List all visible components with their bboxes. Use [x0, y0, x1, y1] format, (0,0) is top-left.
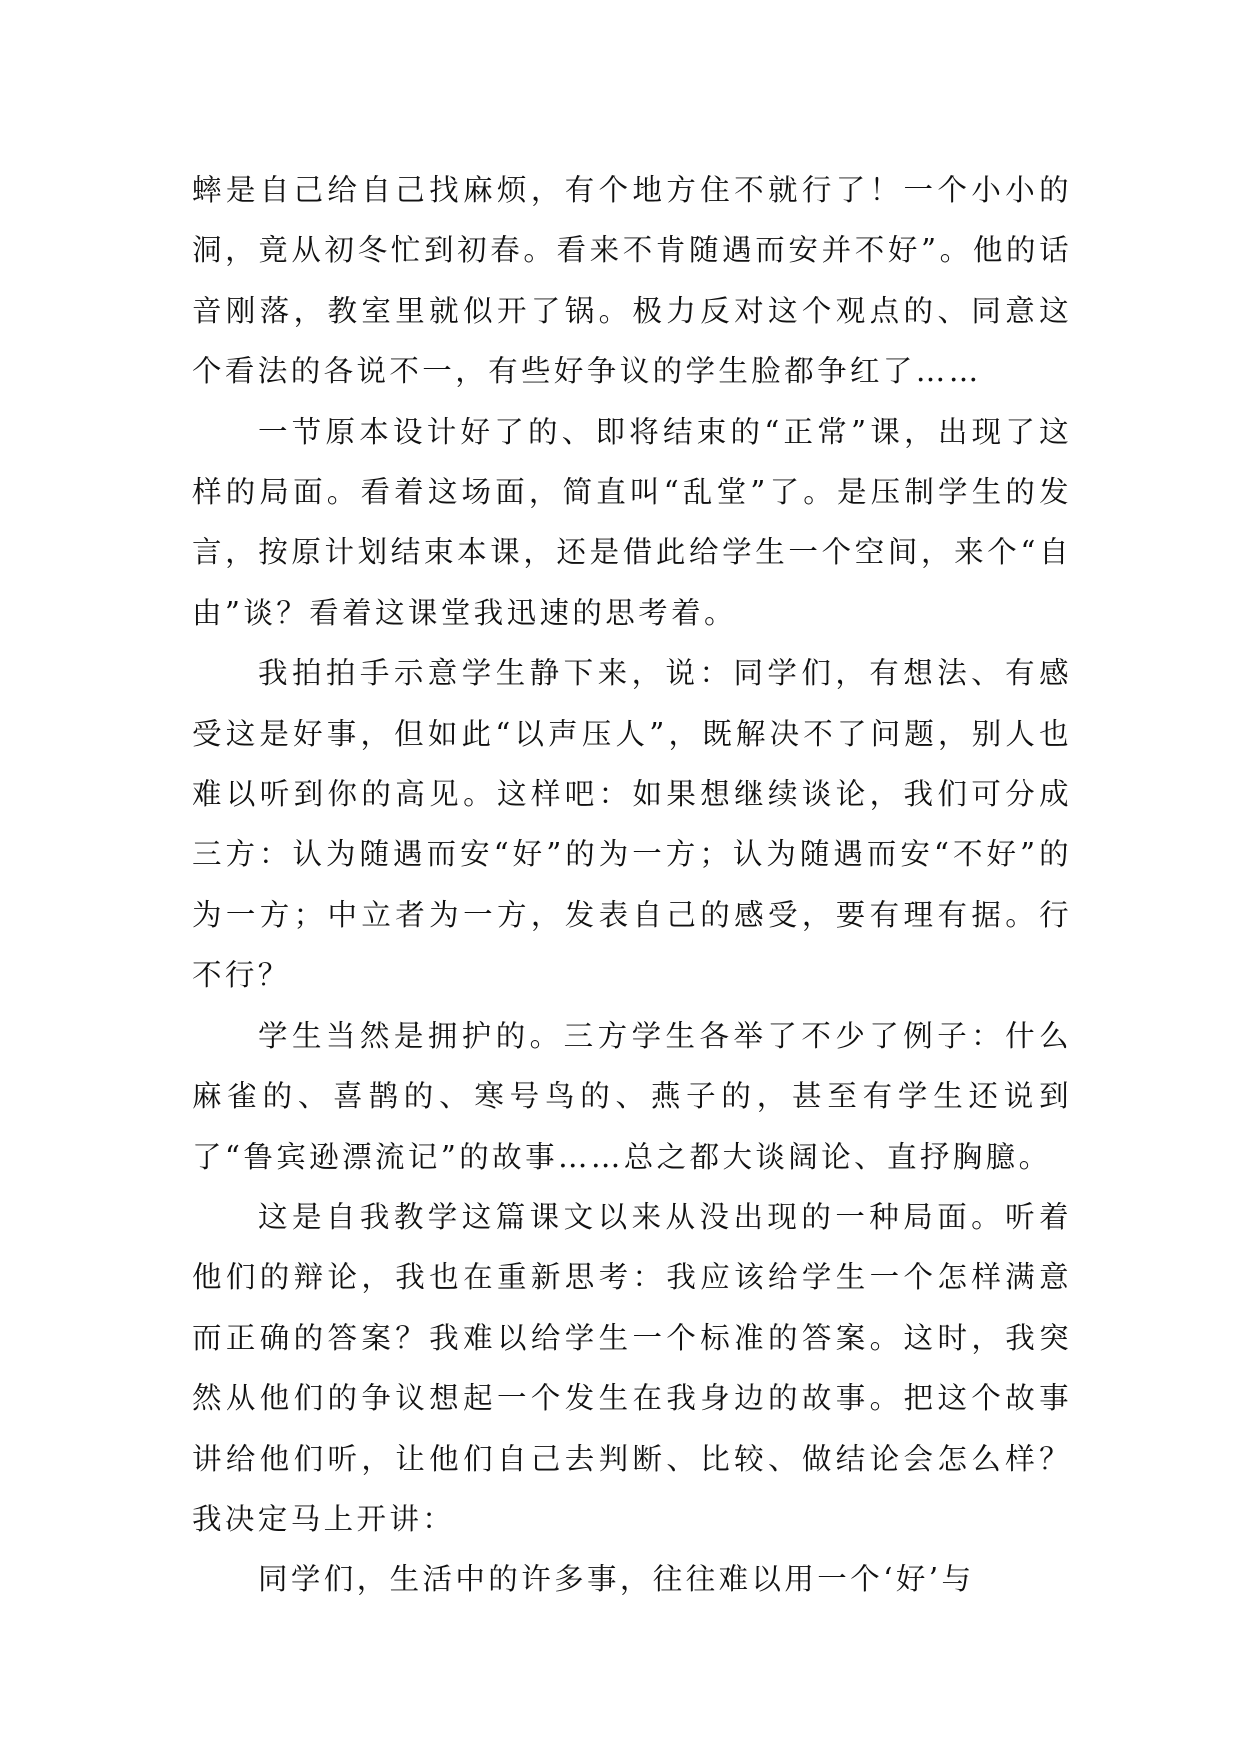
- document-body: [192, 160, 1072, 1610]
- paragraph-3: 我拍拍手示意学生静下来，说：同学们，有想法、有感受这是好事，但如此“以声压人”，既解决不了问题，别人也难以听到你的高见。这样吧：如果想继续谈论，我们可分成三方：认为随遇而安“好”的为一方；认为随遇而安“不好”的为一方；中立者为一方，发表自己的感受，要有理有据。行不行？: [192, 656, 1072, 993]
- paragraph-4: 学生当然是拥护的。三方学生各举了不少了例子：什么麻雀的、喜鹊的、寒号鸟的、燕子的，甚至有学生还说到了“鲁宾逊漂流记”的故事……总之都大谈阔论、直抒胸臆。: [192, 1018, 1072, 1174]
- paragraph-2: 一节原本设计好了的、即将结束的“正常”课，出现了这样的局面。看着这场面，简直叫“乱堂”了。是压制学生的发言，按原计划结束本课，还是借此给学生一个空间，来个“自由”谈？看着这课堂我迅速的思考着。: [192, 414, 1072, 630]
- paragraph-6: 同学们，生活中的许多事，往往难以用一个‘好’与: [258, 1562, 975, 1597]
- paragraph-5: 这是自我教学这篇课文以来从没出现的一种局面。听着他们的辩论，我也在重新思考：我应该给学生一个怎样满意而正确的答案？我难以给学生一个标准的答案。这时，我突然从他们的争议想起一个发生在我身边的故事。把这个故事讲给他们听，让他们自己去判断、比较、做结论会怎么样？我决定马上开讲：: [192, 1199, 1072, 1536]
- paragraph-1: 蟀是自己给自己找麻烦，有个地方住不就行了！一个小小的洞，竟从初冬忙到初春。看来不肯随遇而安并不好”。他的话音刚落，教室里就似开了锅。极力反对这个观点的、同意这个看法的各说不一，有些好争议的学生脸都争红了……: [192, 173, 1072, 389]
